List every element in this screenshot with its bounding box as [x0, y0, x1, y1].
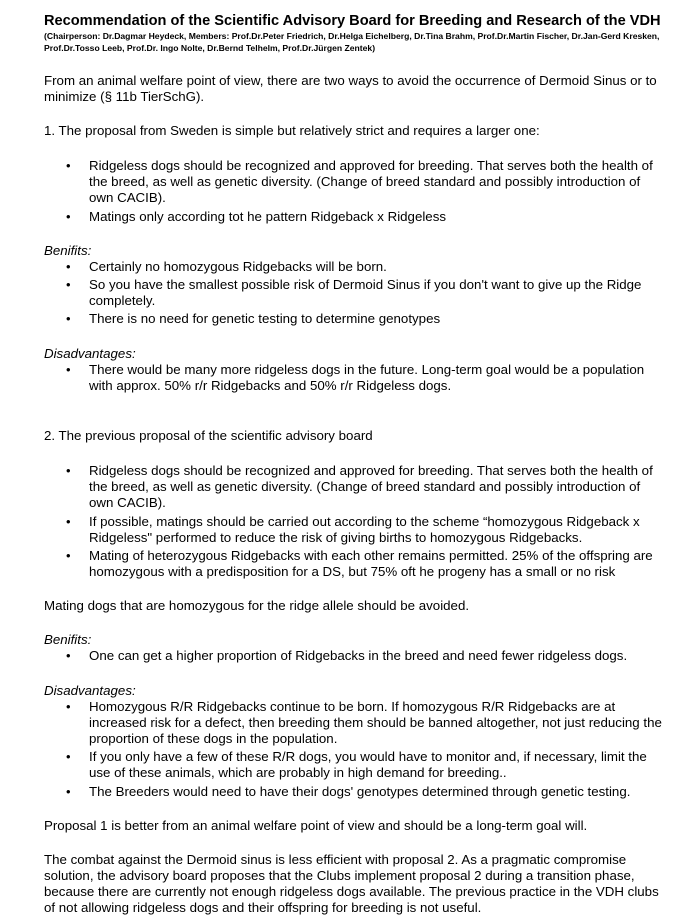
list-item: • If possible, matings should be carried out according to the scheme “homozygous Ridgeback x Ridgeless" performed to reduce the risk of giving births to homozygous Ridgebacks.: [44, 514, 668, 546]
list-item: • Ridgeless dogs should be recognized and approved for breeding. That serves both the health of the breed, as well as genetic diversity. (Change of breed standard and possibly introduction of own CACIB).: [44, 463, 668, 512]
board-members: (Chairperson: Dr.Dagmar Heydeck, Members: Prof.Dr.Peter Friedrich, Dr.Helga Eichelberg, Dr.Tina Brahm, Prof.Dr.Martin Fischer, Dr.Jan-Gerd Kresken, Prof.Dr.Tosso Leeb, Prof.Dr. Ingo Nolte, Dr.Bernd Telhelm, Prof.Dr.Jürgen Zentek): [44, 31, 660, 53]
list-item: • There would be many more ridgeless dogs in the future. Long-term goal would be a population with approx. 50% r/r Ridgebacks and 50% r/r Ridgeless dogs.: [44, 362, 668, 394]
list-item: • If you only have a few of these R/R dogs, you would have to monitor and, if necessary, limit the use of these animals, which are probably in high demand for breeding..: [44, 749, 668, 781]
proposal1-points: [44, 158, 668, 225]
list-item: • Homozygous R/R Ridgebacks continue to be born. If homozygous R/R Ridgebacks are at increased risk for a defect, then breeding them should be banned altogether, not just reducing the proportion of these dogs in the population.: [44, 699, 668, 748]
list-item: • Matings only according tot he pattern Ridgeback x Ridgeless: [44, 209, 668, 225]
list-item: • The Breeders would need to have their dogs' genotypes determined through genetic testing.: [44, 784, 668, 800]
proposal2-points: [44, 463, 668, 580]
proposal2-disadvantages: [44, 699, 668, 800]
proposal2-disadvantages-label: Disadvantages:: [44, 682, 136, 698]
proposal2-benefits: [44, 648, 668, 664]
proposal2-heading: 2. The previous proposal of the scientific advisory board: [44, 428, 373, 444]
conclusion-paragraph-1: Proposal 1 is better from an animal welfare point of view and should be a long-term goal will.: [44, 817, 588, 833]
proposal1-heading: 1. The proposal from Sweden is simple but relatively strict and requires a larger one:: [44, 123, 540, 138]
proposal2-note: Mating dogs that are homozygous for the ridge allele should be avoided.: [44, 598, 470, 614]
list-item: • Mating of heterozygous Ridgebacks with each other remains permitted. 25% of the offspring are homozygous with a predisposition for a DS, but 75% oft he progeny has a small or no risk: [44, 548, 668, 580]
list-item: • Certainly no homozygous Ridgebacks will be born.: [44, 259, 668, 275]
proposal1-benefits: [44, 259, 668, 328]
document-title: Recommendation of the Scientific Advisory Board for Breeding and Research of the VDH: [44, 13, 661, 29]
list-item: • So you have the smallest possible risk of Dermoid Sinus if you don't want to give up the Ridge completely.: [44, 277, 668, 309]
conclusion-paragraph-2: The combat against the Dermoid sinus is less efficient with proposal 2. As a pragmatic compromise solution, the advisory board proposes that the Clubs implement proposal 2 during a transition phase, because there are currently not enough ridgeless dogs available. The previous practice in the VDH clubs of not allowing ridgeless dogs and their offspring for breeding is not useful.: [44, 851, 659, 915]
list-item: • Ridgeless dogs should be recognized and approved for breeding. That serves both the health of the breed, as well as genetic diversity. (Change of breed standard and possibly introduction of own CACIB).: [44, 158, 668, 207]
list-item: • There is no need for genetic testing to determine genotypes: [44, 311, 668, 327]
proposal1-disadvantages: [44, 362, 668, 394]
proposal1-benefits-label: Benifits:: [44, 242, 92, 258]
proposal1-disadvantages-label: Disadvantages:: [44, 345, 136, 361]
list-item: • One can get a higher proportion of Ridgebacks in the breed and need fewer ridgeless dogs.: [44, 648, 668, 664]
intro-paragraph: From an animal welfare point of view, there are two ways to avoid the occurrence of Dermoid Sinus or to minimize (§ 11b TierSchG).: [44, 73, 657, 104]
proposal2-benefits-label: Benifits:: [44, 632, 92, 648]
